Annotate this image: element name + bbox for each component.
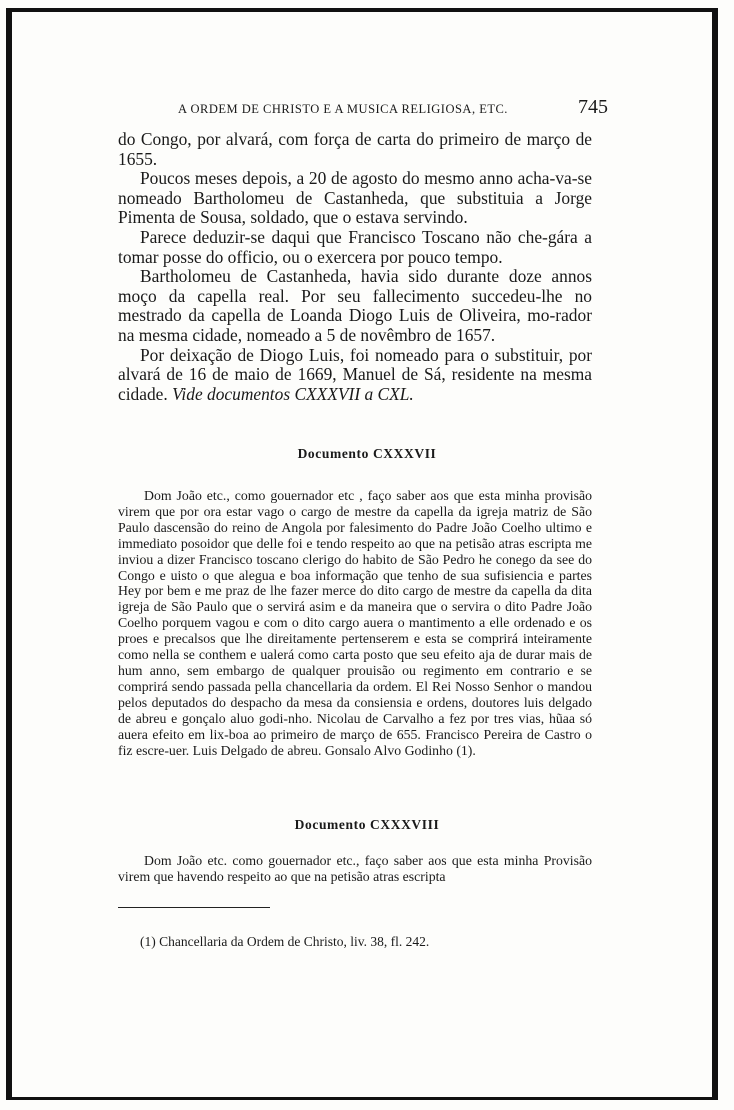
doc-138-paragraph: Dom João etc. como gouernador etc., faço saber aos que esta minha Provisão virem que havendo respeito ao que na petisão atras escripta: [118, 853, 592, 884]
paragraph-4: Bartholomeu de Castanheda, havia sido durante doze annos moço da capella real. Por seu fallecimento succedeu-lhe no mestrado da capella de Loanda Diogo Luis de Oliveira, mo-rador na mesma cidade, nomeado a 5 de novêmbro de 1657.: [118, 266, 592, 345]
paragraph-2: Poucos meses depois, a 20 de agosto do mesmo anno acha-va-se nomeado Bartholomeu de Castanheda, que substituia a Jorge Pimenta de Sousa, soldado, que o estava servindo.: [118, 168, 592, 228]
doc-138-title: Documento CXXXVIII: [294, 817, 440, 832]
paragraph-5: [118, 346, 592, 405]
running-title: A ORDEM DE CHRISTO E A MUSICA RELIGIOSA, ETC.: [178, 102, 508, 116]
running-header: [178, 96, 608, 119]
doc-137-text: [118, 488, 592, 758]
page-number: 745: [578, 96, 608, 118]
vide-reference: Vide documentos CXXXVII a CXL.: [172, 383, 414, 404]
main-text: [118, 130, 592, 404]
doc-137-title: Documento CXXXVII: [297, 446, 437, 461]
paragraph-3: Parece deduzir-se daqui que Francisco Toscano não che-gára a tomar posse do officio, ou o exercera por pouco tempo.: [118, 226, 592, 267]
footnote-rule: [118, 907, 270, 908]
paragraph-1: do Congo, por alvará, com força de carta do primeiro de março de 1655.: [118, 129, 592, 169]
footnote: (1) Chancellaria da Ordem de Christo, liv. 38, fl. 242.: [140, 934, 430, 949]
doc-138-text: [118, 853, 592, 885]
doc-137-paragraph: Dom João etc., como gouernador etc , faço saber aos que esta minha provisão virem que por ora estar vago o cargo de mestre da capella da igreja matriz de São Paulo dascensão do reino de Angola por falesimento do Padre João Coelho ultimo e immediato posoidor que delle foi e tendo respeito ao que na petisão atras escripta me inviou a dizer Francisco toscano clerigo do habito de São Pedro he conego da see do Congo e uisto o que alegua e boa informação que tenho de sua sufisiencia e partes Hey por bem e me praz de lhe fazer merce do dito cargo de mestre da capella da dita igreja de São Paulo que o servirá asim e da maneira que o servira o dito Padre João Coelho porquem vagou e com o dito cargo auera o mantimento a elle ordenado e os proes e precalsos que lhe direitamente pertenserem e esta se comprirá inteiramente como nella se conthem e ualerá como carta posto que seu efeito aja de durar mais de hum anno, sem embargo de qualquer prouisão ou regimento em contrario e se comprirá sendo passada pella chancellaria da ordem. El Rei Nosso Senhor o mandou pelos deputados do despacho da mesa da consiensia e ordens, doutores luis delgado de abreu e gonçalo aluo godi-nho. Nicolau de Carvalho a fez por tres vias, hũaa só auera efeito em lix-boa ao primeiro de março de 655. Francisco Pereira de Castro o fiz escre-uer. Luis Delgado de abreu. Gonsalo Alvo Godinho (1).: [118, 488, 592, 758]
paragraph-5-text: Por deixação de Diogo Luis, foi nomeado para o substituir, por alvará de 16 de maio de 1669, Manuel de Sá, residente na mesma cidade.: [118, 344, 592, 404]
